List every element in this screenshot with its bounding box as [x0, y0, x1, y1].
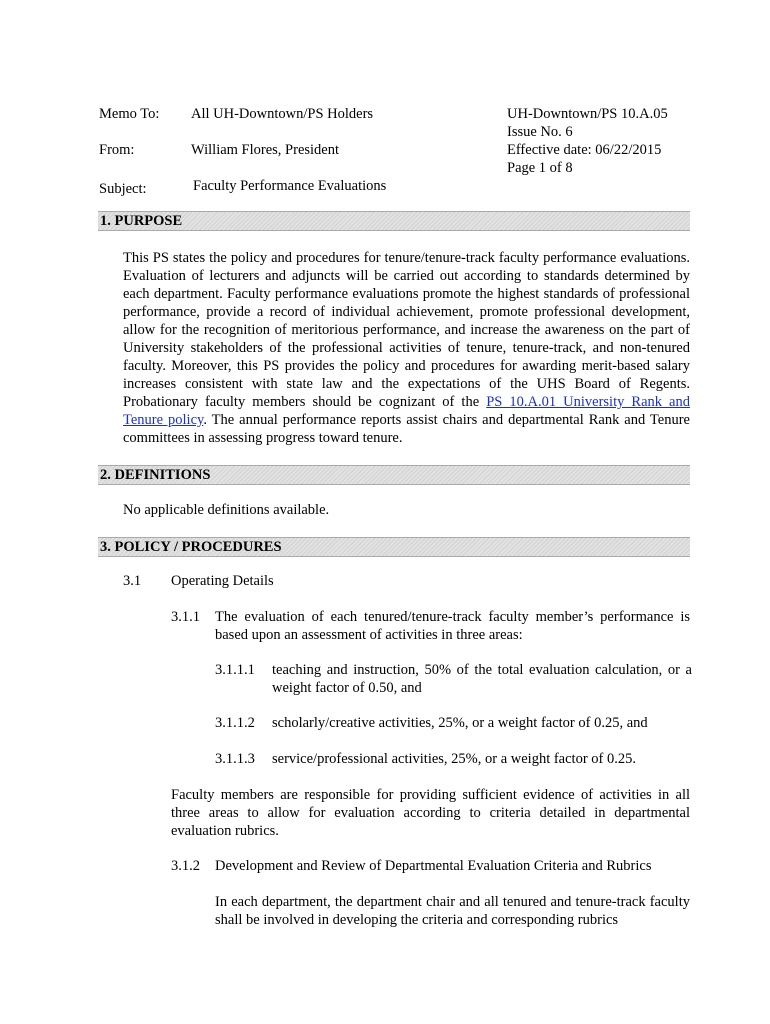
doc-id: UH-Downtown/PS 10.A.05: [507, 106, 668, 122]
definitions-heading: 2. DEFINITIONS: [100, 467, 211, 483]
memo-subject-value: Faculty Performance Evaluations: [193, 178, 387, 194]
section-3-1-1-text: The evaluation of each tenured/tenure-track faculty member’s performance is based upon an assessment of activities in three areas:: [215, 609, 690, 643]
section-3-1-title: Operating Details: [171, 573, 274, 589]
section-3-1-1-2-text: scholarly/creative activities, 25%, or a weight factor of 0.25, and: [272, 715, 648, 731]
memo-subject-label: Subject:: [99, 181, 147, 197]
section-3-1-number: 3.1: [123, 573, 142, 589]
section-3-1-1-1-number: 3.1.1.1: [215, 662, 255, 678]
section-3-1-2-number: 3.1.2: [171, 858, 200, 874]
policy-heading: 3. POLICY / PROCEDURES: [100, 539, 282, 555]
section-3-1-1-3-number: 3.1.1.3: [215, 751, 255, 767]
faculty-responsibility-text: Faculty members are responsible for providing sufficient evidence of activities in all three areas to allow for evaluation according to criteria detailed in departmental evaluation rubrics.: [171, 787, 690, 839]
memo-to-value: All UH-Downtown/PS Holders: [191, 106, 374, 122]
section-3-1-1-2-number: 3.1.1.2: [215, 715, 255, 731]
effective-date: Effective date: 06/22/2015: [507, 142, 662, 158]
page-number: Page 1 of 8: [507, 160, 573, 176]
definitions-heading-bar: [98, 465, 690, 485]
section-3-1-2-text: In each department, the department chair and all tenured and tenure-track faculty shall be involved in developing the criteria and corresponding rubrics: [215, 894, 690, 928]
memo-to-label: Memo To:: [99, 106, 160, 122]
policy-heading-bar: [98, 537, 690, 557]
memo-from-label: From:: [99, 142, 135, 158]
section-3-1-1-3-text: service/professional activities, 25%, or a weight factor of 0.25.: [272, 751, 636, 767]
section-3-1-1-number: 3.1.1: [171, 609, 200, 625]
purpose-heading: 1. PURPOSE: [100, 213, 183, 229]
issue-number: Issue No. 6: [507, 124, 573, 140]
section-3-1-2-title: Development and Review of Departmental Evaluation Criteria and Rubrics: [215, 858, 652, 874]
purpose-text-2: . The annual performance reports assist chairs and departmental Rank and Tenure committees in assessing progress toward tenure.: [123, 412, 690, 446]
memo-from-value: William Flores, President: [191, 142, 340, 158]
definitions-text: No applicable definitions available.: [123, 502, 330, 518]
purpose-paragraph: [123, 249, 690, 447]
section-3-1-1-1-text: teaching and instruction, 50% of the total evaluation calculation, or a weight factor of 0.50, and: [272, 662, 692, 696]
rank-tenure-policy-link[interactable]: PS 10.A.01 University Rank and Tenure policy: [123, 394, 690, 428]
purpose-heading-bar: [98, 211, 690, 231]
purpose-text-1: This PS states the policy and procedures for tenure/tenure-track faculty performance evaluations. Evaluation of lecturers and adjuncts will be carried out according to standards determined by each department. Faculty performance evaluations promote the highest standards of professional performance, provide a record of individual achievement, promote professional development, allow for the recognition of meritorious performance, and increase the awareness on the part of University stakeholders of the professional activities of tenure, tenure-track, and non-tenured faculty. Moreover, this PS provides the policy and procedures for awarding merit-based salary increases consistent with state law and the expectations of the UHS Board of Regents. Probationary faculty members should be cognizant of the: [123, 250, 690, 410]
